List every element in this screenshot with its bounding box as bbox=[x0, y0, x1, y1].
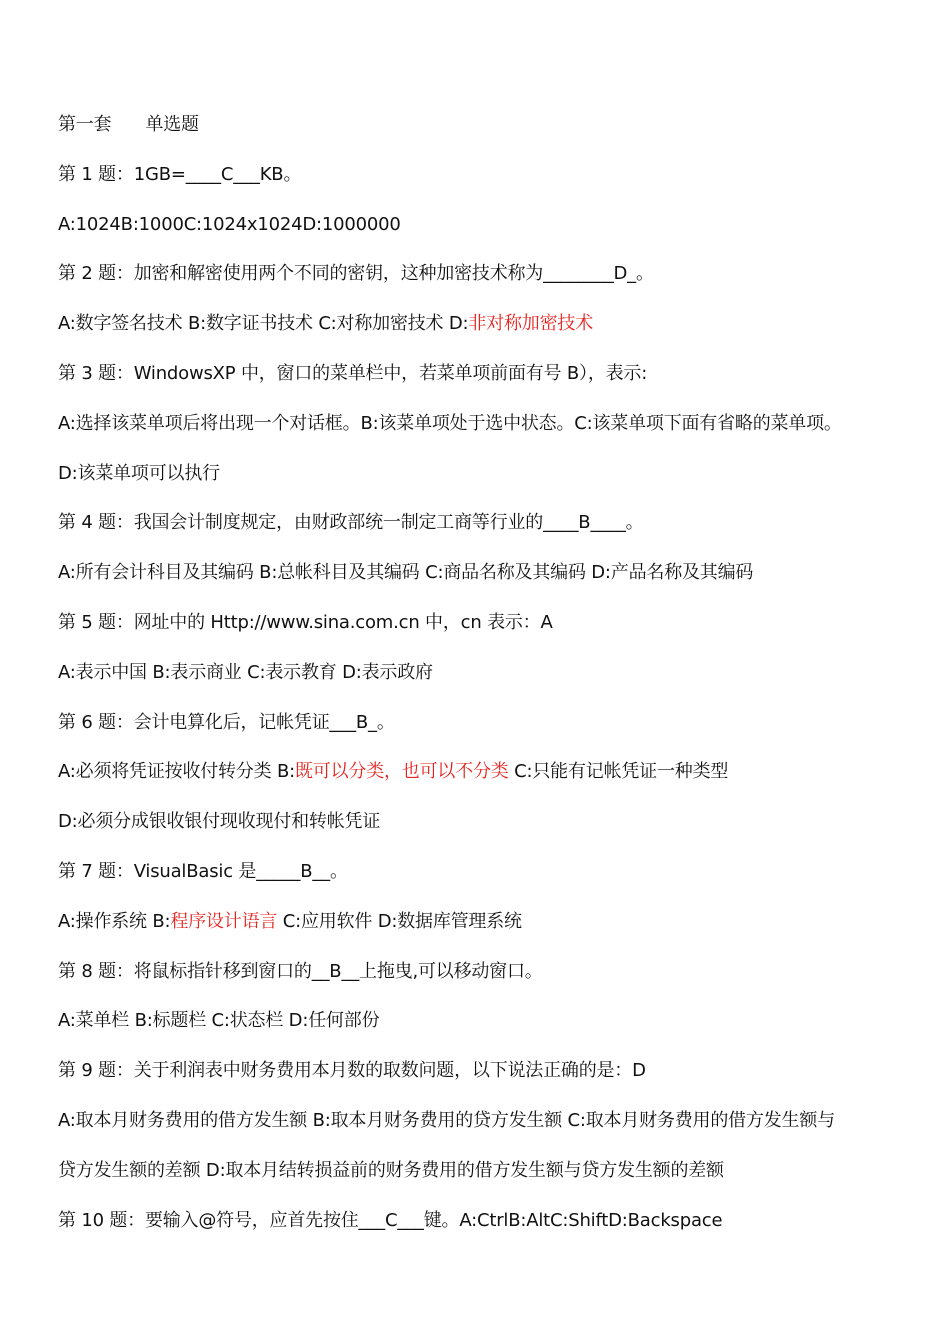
question-10: 第 10 题：要输入@符号，应首先按住___C___键。A:CtrlB:AltC:ShiftD:Backspace bbox=[58, 1209, 723, 1231]
options-2-text: A:数字签名技术 B:数字证书技术 C:对称加密技术 D: bbox=[58, 313, 469, 335]
options-7 bbox=[58, 905, 918, 955]
answer-highlight: 程序设计语言 bbox=[170, 910, 278, 932]
options-6a bbox=[58, 755, 918, 805]
options-6-pre: A:必须将凭证按收付转分类 B: bbox=[58, 761, 295, 783]
options-7-post: C:应用软件 D:数据库管理系统 bbox=[277, 910, 522, 932]
options-9b: 贷方发生额的差额 D:取本月结转损益前的财务费用的借方发生额与贷方发生额的差额 bbox=[58, 1159, 724, 1181]
question-4: 第 4 题：我国会计制度规定，由财政部统一制定工商等行业的____B____。 bbox=[58, 512, 644, 534]
options-3a: A:选择该菜单项后将出现一个对话框。B:该菜单项处于选中状态。C:该菜单项下面有省略的菜单项。 bbox=[58, 412, 842, 434]
options-2 bbox=[58, 307, 918, 357]
options-1: A:1024B:1000C:1024x1024D:1000000 bbox=[58, 213, 401, 235]
set-title: 第一套 bbox=[58, 114, 112, 135]
options-7-pre: A:操作系统 B: bbox=[58, 910, 171, 932]
options-8: A:菜单栏 B:标题栏 C:状态栏 D:任何部份 bbox=[58, 1010, 380, 1032]
question-1: 第 1 题：1GB=____C___KB。 bbox=[58, 163, 302, 185]
question-9: 第 9 题：关于利润表中财务费用本月数的取数问题，以下说法正确的是：D bbox=[58, 1060, 646, 1082]
options-9a: A:取本月财务费用的借方发生额 B:取本月财务费用的贷方发生额 C:取本月财务费用的借方发生额与 bbox=[58, 1109, 835, 1131]
options-4: A:所有会计科目及其编码 B:总帐科目及其编码 C:商品名称及其编码 D:产品名称及其编码 bbox=[58, 562, 754, 584]
answer-highlight: 既可以分类，也可以不分类 bbox=[295, 761, 509, 783]
question-5: 第 5 题：网址中的 Http://www.sina.com.cn 中，cn 表示：A bbox=[58, 611, 553, 633]
heading-line bbox=[58, 108, 918, 158]
options-6-post: C:只能有记帐凭证一种类型 bbox=[508, 761, 729, 783]
options-5: A:表示中国 B:表示商业 C:表示教育 D:表示政府 bbox=[58, 661, 433, 683]
answer-highlight: 非对称加密技术 bbox=[468, 313, 594, 335]
question-7: 第 7 题：VisualBasic 是_____B__。 bbox=[58, 860, 348, 882]
options-6b: D:必须分成银收银付现收现付和转帐凭证 bbox=[58, 811, 381, 833]
document-page bbox=[58, 108, 918, 1253]
options-3b: D:该菜单项可以执行 bbox=[58, 462, 220, 484]
section-title: 单选题 bbox=[145, 114, 199, 135]
question-6: 第 6 题：会计电算化后，记帐凭证___B_。 bbox=[58, 711, 395, 733]
question-2: 第 2 题：加密和解密使用两个不同的密钥，这种加密技术称为________D_。 bbox=[58, 263, 654, 285]
question-8: 第 8 题：将鼠标指针移到窗口的__B__上拖曳,可以移动窗口。 bbox=[58, 960, 543, 982]
question-3: 第 3 题：WindowsXP 中，窗口的菜单栏中，若菜单项前面有号 B），表示: bbox=[58, 362, 648, 384]
